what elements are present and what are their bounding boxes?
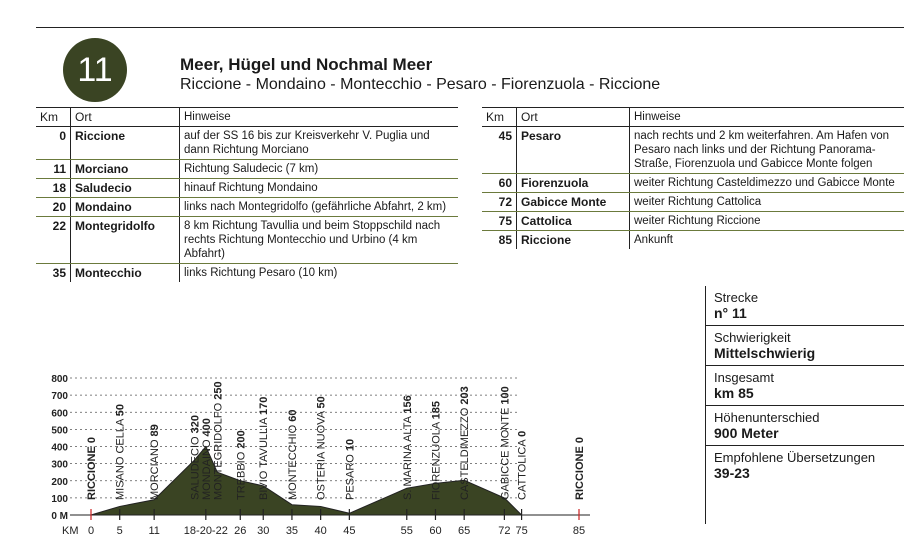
km-cell: 75 (482, 212, 517, 231)
fact-label: Strecke (714, 290, 759, 305)
route-title: Meer, Hügel und Nochmal Meer (180, 55, 433, 74)
place-label: CATTOLICA 0 (516, 430, 529, 500)
km-cell: 11 (36, 160, 71, 179)
km-cell: 20 (36, 198, 71, 217)
y-tick-label: 600 (51, 408, 68, 420)
fact-value: n° 11 (714, 305, 747, 321)
place-label: CASTELDIMEZZO 203 (459, 386, 472, 500)
x-tick-label: 60 (429, 525, 442, 537)
x-tick-label: 45 (343, 525, 356, 537)
fact-label: Schwierigkeit (714, 330, 791, 345)
x-tick-label: 55 (400, 525, 413, 537)
place-label: MORCIANO 89 (149, 424, 162, 500)
x-tick-label: 72 (498, 525, 511, 537)
place-label: MONTECCHIO 60 (286, 409, 299, 500)
y-tick-label: 100 (51, 493, 68, 505)
km-header: Km (482, 108, 517, 127)
place-label: MONDAINO 400 (200, 418, 213, 500)
place-label: FIORENZUOLA 185 (430, 400, 443, 500)
place-label: MONTEGRIDOLFO 250 (212, 381, 225, 500)
hinweise-cell: links Richtung Pesaro (10 km) (184, 267, 338, 279)
ort-cell: Saludecio (71, 179, 180, 198)
y-tick-label: 700 (51, 391, 68, 403)
hinweise-cell: Richtung Saludecic (7 km) (180, 160, 459, 179)
place-label: OSTERIA NUOVA 50 (315, 396, 328, 500)
fact-value: km 85 (714, 385, 754, 401)
y-tick-label: 200 (51, 476, 68, 488)
place-label: PESARO 10 (344, 438, 357, 500)
route-subtitle: Riccione - Mondaino - Montecchio - Pesaro - Fiorenzuola - Riccione (180, 76, 661, 93)
x-tick-label: 0 (87, 525, 95, 537)
x-tick-label: 35 (285, 525, 299, 537)
hinweise-cell: Ankunft (634, 234, 673, 246)
hinweise-cell: weiter Richtung Cattolica (630, 193, 905, 212)
hinweise-cell: links nach Montegridolfo (gefährliche Abfahrt, 2 km) (180, 198, 459, 217)
place-label: S. MARINA ALTA 156 (401, 395, 414, 500)
fact-label: Insgesamt (714, 370, 774, 385)
x-tick-label: 11 (148, 525, 160, 537)
ort-cell: Gabicce Monte (517, 193, 630, 212)
km-header: Km (36, 108, 71, 127)
km-cell: 85 (482, 231, 517, 250)
fact-label: Höhenunterschied (714, 410, 820, 425)
fact-value: 900 Meter (714, 425, 779, 441)
ort-cell: Fiorenzuola (517, 174, 630, 193)
place-label: RICCIONE 0 (86, 437, 98, 500)
hinweise-cell: weiter Richtung Riccione (630, 212, 905, 231)
y-tick-label: 300 (51, 459, 68, 471)
place-label: BIVIO TAVULLIA 170 (258, 396, 271, 500)
y-tick-label: 400 (51, 442, 68, 454)
ort-cell: Riccione (517, 231, 630, 250)
km-cell: 45 (482, 127, 517, 174)
x-tick-label: 26 (234, 525, 247, 537)
hinweise-cell: weiter Richtung Casteldimezzo und Gabicce Monte (630, 174, 905, 193)
km-cell: 35 (36, 264, 71, 283)
hinweise-cell: hinauf Richtung Mondaino (180, 179, 459, 198)
hinweise-cell: auf der SS 16 bis zur Kreisverkehr V. Puglia und dann Richtung Morciano (180, 127, 459, 160)
fact-value: 39-23 (714, 465, 750, 481)
hinweise-header: Hinweise (180, 108, 459, 127)
x-tick-label: 5 (116, 525, 123, 537)
km-cell: 18 (36, 179, 71, 198)
fact-label: Empfohlene Übersetzungen (714, 450, 876, 465)
x-tick-label: 75 (515, 525, 528, 537)
ort-header: Ort (71, 108, 180, 127)
place-label: RICCIONE 0 (574, 437, 586, 500)
x-unit-label: KM (62, 525, 79, 537)
fact-value: Mittelschwierig (714, 345, 816, 361)
place-label: MISANO CELLA 50 (114, 403, 127, 500)
km-cell: 0 (36, 127, 71, 160)
ort-cell: Pesaro (517, 127, 630, 174)
hinweise-cell: nach rechts und 2 km weiterfahren. Am Hafen von Pesaro nach links und der Richtung Panorama-Straße, Fiorenzuola und Gabicce Monte folgen (630, 127, 905, 174)
y-tick-label: 0 M (51, 511, 68, 522)
x-tick-label: 65 (458, 525, 471, 537)
y-tick-label: 500 (51, 425, 68, 437)
ort-cell: Morciano (71, 160, 180, 179)
x-tick-label: 85 (572, 525, 586, 537)
place-label: SALUDECIO 320 (189, 415, 202, 500)
ort-header: Ort (517, 108, 630, 127)
ort-cell: Montegridolfo (71, 217, 180, 264)
km-cell: 72 (482, 193, 517, 212)
ort-cell: Montecchio (71, 264, 180, 283)
km-cell: 60 (482, 174, 517, 193)
place-label: TREBBIO 200 (235, 430, 248, 500)
place-label: GABICCE MONTE 100 (499, 386, 512, 500)
x-tick-label: 18-20-22 (183, 525, 228, 537)
route-number: 11 (77, 50, 113, 89)
ort-cell: Cattolica (517, 212, 630, 231)
km-cell: 22 (36, 217, 71, 264)
y-tick-label: 800 (51, 374, 68, 385)
ort-cell: Riccione (71, 127, 180, 160)
x-tick-label: 40 (314, 525, 327, 537)
ort-cell: Mondaino (71, 198, 180, 217)
hinweise-cell: 8 km Richtung Tavullia und beim Stoppschild nach rechts Richtung Montecchio und Urbino (4 km Abfahrt) (180, 217, 459, 264)
x-tick-label: 30 (257, 525, 270, 537)
hinweise-header: Hinweise (630, 108, 905, 127)
